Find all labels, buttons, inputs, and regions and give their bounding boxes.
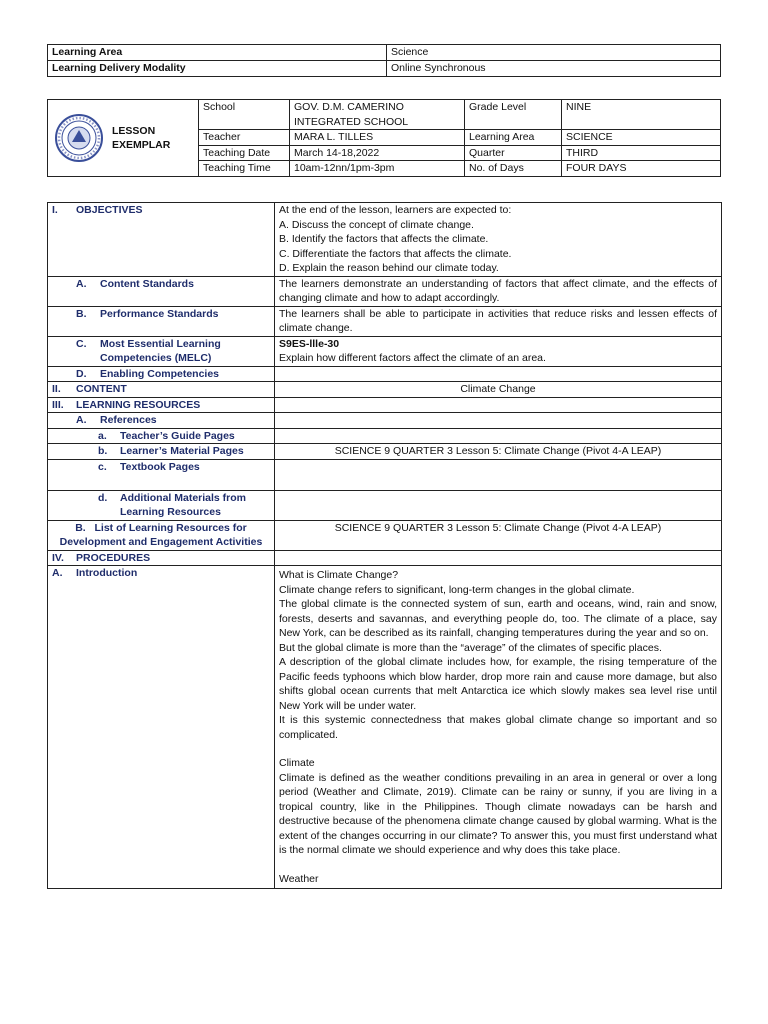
lm-label: Learner’s Material Pages xyxy=(120,445,244,457)
item-letter: A. xyxy=(76,277,87,290)
am-value xyxy=(275,490,722,520)
delivery-modality-label: Learning Delivery Modality xyxy=(48,61,387,77)
lesson-plan-table xyxy=(47,202,722,889)
objectives-label: OBJECTIVES xyxy=(76,204,143,216)
tg-row xyxy=(48,428,722,444)
melc-label: Most Essential Learning Competencies (MELC) xyxy=(100,337,221,364)
introduction-row xyxy=(48,566,722,889)
objectives-row xyxy=(48,203,722,277)
item-letter: A. xyxy=(76,414,87,426)
intro-paragraph: It is this systemic connectedness that makes global climate change so important and so complicated. xyxy=(279,714,717,741)
resources-label: LEARNING RESOURCES xyxy=(76,398,201,411)
resources-row xyxy=(48,397,722,413)
enabling-label: Enabling Competencies xyxy=(100,367,220,380)
resources-value xyxy=(275,397,722,413)
lesson-title-line2: EXEMPLAR xyxy=(112,138,171,151)
content-value: Climate Change xyxy=(275,382,722,398)
logo-cell xyxy=(48,100,199,177)
tb-label: Textbook Pages xyxy=(120,460,200,473)
item-letter: c. xyxy=(98,460,107,473)
item-letter: B. xyxy=(76,307,87,320)
teacher-label: Teacher xyxy=(199,130,290,146)
teaching-time-value: 10am-12nn/1pm-3pm xyxy=(290,161,465,177)
objectives-line: D. Explain the reason behind our climate today. xyxy=(279,262,499,274)
list-row xyxy=(48,520,722,550)
teaching-date-value: March 14-18,2022 xyxy=(290,145,465,161)
intro-paragraph: A description of the global climate includes how, for example, the rising temperature of the Pacific feeds typhoons which blow harder, drop more rain and cause more damage, but also shifts global ocean currents that melt Antarctica ice which slowly makes sea level rise until New York will be under water. xyxy=(279,656,717,712)
content-standards-label: Content Standards xyxy=(100,277,194,290)
objectives-line: A. Discuss the concept of climate change. xyxy=(279,218,474,231)
section-number: III. xyxy=(52,398,64,411)
grade-level-label: Grade Level xyxy=(465,100,562,130)
teaching-time-label: Teaching Time xyxy=(199,161,290,177)
content-row xyxy=(48,382,722,398)
procedures-row xyxy=(48,550,722,566)
school-seal-icon xyxy=(54,113,104,163)
introduction-label: Introduction xyxy=(76,567,138,579)
climate-paragraph: Climate is defined as the weather conditions prevailing in an area in general or over a long period (Weather and Climate, 2019). Climate can be rainy or sunny, if you are living in a tropical country, like in the Philippines. Though climate nowadays can be harsh and destructive because of the phenomena climate change caused by global warming. What is the extent of the changes occurring in our climate? To answer this, you must first understand what is the normal climate we should experience and why does this take place. xyxy=(279,771,717,856)
content-standards-row xyxy=(48,276,722,306)
am-row xyxy=(48,490,722,520)
section-number: II. xyxy=(52,383,61,395)
section-number: IV. xyxy=(52,551,64,564)
melc-code: S9ES-llle-30 xyxy=(279,337,340,350)
learning-area-label: Learning Area xyxy=(48,45,387,61)
lm-row xyxy=(48,444,722,460)
tb-value xyxy=(275,459,722,490)
item-letter: a. xyxy=(98,429,107,442)
lesson-title-line1: LESSON xyxy=(112,124,156,137)
header-row xyxy=(48,45,721,61)
header-row xyxy=(48,61,721,77)
list-value: SCIENCE 9 QUARTER 3 Lesson 5: Climate Change (Pivot 4-A LEAP) xyxy=(275,520,722,550)
intro-paragraph: What is Climate Change? xyxy=(279,569,399,581)
delivery-modality-value: Online Synchronous xyxy=(387,61,721,77)
teaching-date-label: Teaching Date xyxy=(199,145,290,161)
tg-value xyxy=(275,428,722,444)
info-learning-area-value: SCIENCE xyxy=(562,130,721,146)
objectives-line: C. Differentiate the factors that affects the climate. xyxy=(279,247,512,260)
intro-paragraph: The global climate is the connected system of sun, earth and oceans, wind, rain and snow, forests, deserts and savannas, and everything people do, too. The climate of a place, say New York, can be described as its rainfall, changing temperatures during the year and so on. xyxy=(279,598,717,639)
section-number: I. xyxy=(52,204,58,216)
quarter-label: Quarter xyxy=(465,145,562,161)
lesson-info-table xyxy=(47,99,721,177)
grade-level-value: NINE xyxy=(562,100,721,130)
info-learning-area-label: Learning Area xyxy=(465,130,562,146)
quarter-value: THIRD xyxy=(562,145,721,161)
melc-row xyxy=(48,336,722,366)
content-label: CONTENT xyxy=(76,383,127,395)
procedures-value xyxy=(275,550,722,566)
teacher-value: MARA L. TILLES xyxy=(290,130,465,146)
enabling-row xyxy=(48,366,722,382)
days-value: FOUR DAYS xyxy=(562,161,721,177)
item-letter: d. xyxy=(98,491,108,504)
content-standards-text: The learners demonstrate an understanding of factors that affect climate, and the effects of changing climate and how to adapt accordingly. xyxy=(275,276,722,306)
weather-heading: Weather xyxy=(279,872,319,885)
item-letter: b. xyxy=(98,445,108,457)
item-letter: C. xyxy=(76,337,87,350)
references-row xyxy=(48,413,722,429)
procedures-label: PROCEDURES xyxy=(76,551,151,564)
am-label: Additional Materials from Learning Resources xyxy=(120,491,247,518)
performance-standards-label: Performance Standards xyxy=(100,307,219,320)
performance-standards-row xyxy=(48,306,722,336)
intro-paragraph: But the global climate is more than the “average” of the climates of specific places. xyxy=(279,641,662,654)
school-value: GOV. D.M. CAMERINO INTEGRATED SCHOOL xyxy=(290,100,465,130)
lm-value: SCIENCE 9 QUARTER 3 Lesson 5: Climate Change (Pivot 4-A LEAP) xyxy=(275,444,722,460)
intro-paragraph: Climate change refers to significant, long-term changes in the global climate. xyxy=(279,583,635,596)
school-label: School xyxy=(199,100,290,130)
objectives-line: At the end of the lesson, learners are expected to: xyxy=(279,204,512,216)
melc-text: Explain how different factors affect the climate of an area. xyxy=(279,352,546,364)
header-table xyxy=(47,44,721,77)
tb-row xyxy=(48,459,722,490)
objectives-line: B. Identify the factors that affects the climate. xyxy=(279,233,489,245)
learning-area-value: Science xyxy=(387,45,721,61)
item-letter: A. xyxy=(52,567,63,579)
references-label: References xyxy=(100,414,157,426)
list-label: List of Learning Resources for Development and Engagement Activities xyxy=(59,521,263,548)
climate-heading: Climate xyxy=(279,757,315,769)
tg-label: Teacher’s Guide Pages xyxy=(120,429,235,442)
item-letter: B. xyxy=(75,521,86,534)
item-letter: D. xyxy=(76,367,87,380)
enabling-value xyxy=(275,366,722,382)
performance-standards-text: The learners shall be able to participate in activities that reduce risks and lessen effects of climate change. xyxy=(275,306,722,336)
references-value xyxy=(275,413,722,429)
days-label: No. of Days xyxy=(465,161,562,177)
